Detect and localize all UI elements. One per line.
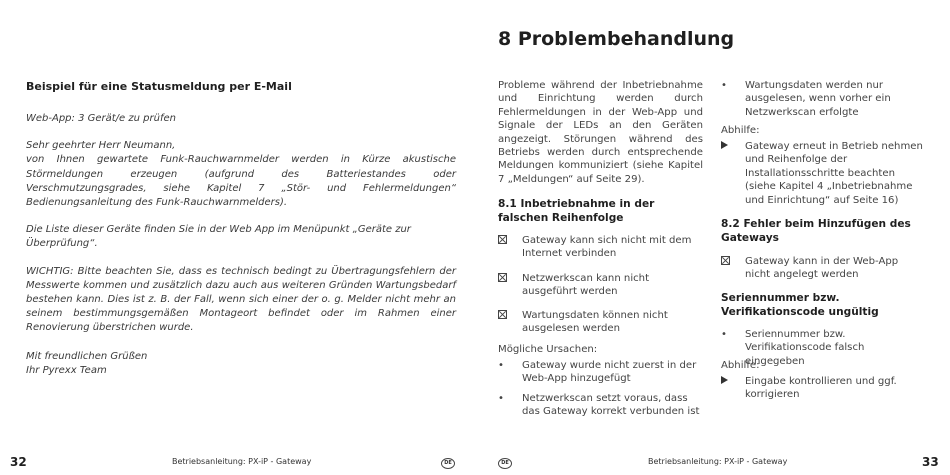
language-badge-icon: DE bbox=[441, 458, 455, 469]
cause-text: Seriennummer bzw. Verifikationscode falsch eingegeben bbox=[745, 329, 865, 367]
symptom-text: Netzwerkscan kann nicht ausgeführt werden bbox=[522, 273, 650, 298]
section-8-1-heading: 8.1 Inbetriebnahme in der falschen Reihenfolge bbox=[498, 198, 655, 224]
symptom-text: Wartungsdaten können nicht ausgelesen werden bbox=[522, 310, 668, 335]
bullet-icon: • bbox=[721, 80, 727, 91]
email-paragraph-3: WICHTIG: Bitte beachten Sie, dass es technisch bedingt zu Übertragungsfehlern der Messwerte kommen und zusätzlich dazu auch aus weiteren Gründen Wartungsbedarf bestehen kann. Dies ist z. B. der Fall, wenn sich einer der o. g. Melder nicht mehr an seinem bestimmungsgemäßen Montageort befindet oder im Rahmen einer Renovierung überstrichen wurde. bbox=[26, 265, 456, 334]
email-paragraph-1: von Ihnen gewartete Funk-Rauchwarnmelder werden in Kürze akustische Störmeldungen erzeugen (aufgrund des Batteriestandes oder Verschmutzungsgrades, siehe Kapitel 7 „Stör- und Fehlermeldungen“ Bedienungsanleitung des Funk-Rauchwarnmelders). bbox=[26, 154, 456, 209]
remedy-text: Gateway erneut in Betrieb nehmen und Reihenfolge der Installationsschritte beachten (siehe Kapitel 4 „Inbetriebnahme und Einrichtung“ auf Seite 16) bbox=[745, 141, 923, 206]
cause-text: Wartungsdaten werden nur ausgelesen, wenn vorher ein Netzwerkscan erfolgte bbox=[745, 80, 891, 118]
email-subject: Web-App: 3 Gerät/e zu prüfen bbox=[26, 113, 176, 124]
email-closing-1: Mit freundlichen Grüßen bbox=[26, 350, 148, 362]
section-8-2-heading: 8.2 Fehler beim Hinzufügen des Gateways bbox=[721, 218, 911, 244]
remedy-text: Eingabe kontrollieren und ggf. korrigieren bbox=[745, 376, 897, 401]
remedy-label: Abhilfe: bbox=[721, 360, 760, 371]
email-example bbox=[26, 112, 456, 378]
checkbox-x-icon bbox=[498, 235, 507, 244]
triangle-arrow-icon bbox=[721, 376, 728, 384]
chapter-title: 8 Problembehandlung bbox=[498, 28, 735, 50]
symptom-text: Gateway kann sich nicht mit dem Internet verbinden bbox=[522, 235, 692, 260]
intro-paragraph: Probleme während der Inbetriebnahme und Einrichtung werden durch Fehlermeldungen in der Web-App und Signale der LEDs an den Geräten angezeigt. Störungen während des Betriebs werden durch entsprechende Meldungen kommuniziert (siehe Kapitel 7 „Meldungen“ auf Seite 29). bbox=[498, 80, 703, 185]
manual-title-left: Betriebsanleitung: PX-iP - Gateway bbox=[172, 457, 312, 466]
bullet-icon: • bbox=[721, 329, 727, 340]
cause-text: Netzwerkscan setzt voraus, dass das Gateway korrekt verbunden ist bbox=[522, 393, 700, 418]
language-badge-icon: DE bbox=[498, 458, 512, 469]
example-heading: Beispiel für eine Statusmeldung per E-Mail bbox=[26, 80, 292, 93]
page-number-left: 32 bbox=[10, 455, 27, 469]
checkbox-x-icon bbox=[498, 310, 507, 319]
page-number-right: 33 bbox=[922, 455, 939, 469]
symptom-text: Gateway kann in der Web-App nicht angelegt werden bbox=[745, 256, 899, 281]
email-greeting: Sehr geehrter Herr Neumann, bbox=[26, 140, 176, 152]
bullet-icon: • bbox=[498, 393, 504, 404]
cause-text: Gateway wurde nicht zuerst in der Web-App hinzugefügt bbox=[522, 360, 697, 385]
bullet-icon: • bbox=[498, 360, 504, 371]
manual-title-right: Betriebsanleitung: PX-iP - Gateway bbox=[648, 457, 788, 466]
serial-heading: Seriennummer bzw. Verifikationscode ungültig bbox=[721, 292, 879, 318]
email-closing-2: Ihr Pyrexx Team bbox=[26, 364, 107, 376]
remedy-label: Abhilfe: bbox=[721, 125, 760, 136]
checkbox-x-icon bbox=[721, 256, 730, 265]
email-paragraph-2: Die Liste dieser Geräte finden Sie in der Web App im Menüpunkt „Geräte zur Überprüfung“. bbox=[26, 224, 411, 250]
causes-label: Mögliche Ursachen: bbox=[498, 344, 598, 355]
triangle-arrow-icon bbox=[721, 141, 728, 149]
checkbox-x-icon bbox=[498, 273, 507, 282]
